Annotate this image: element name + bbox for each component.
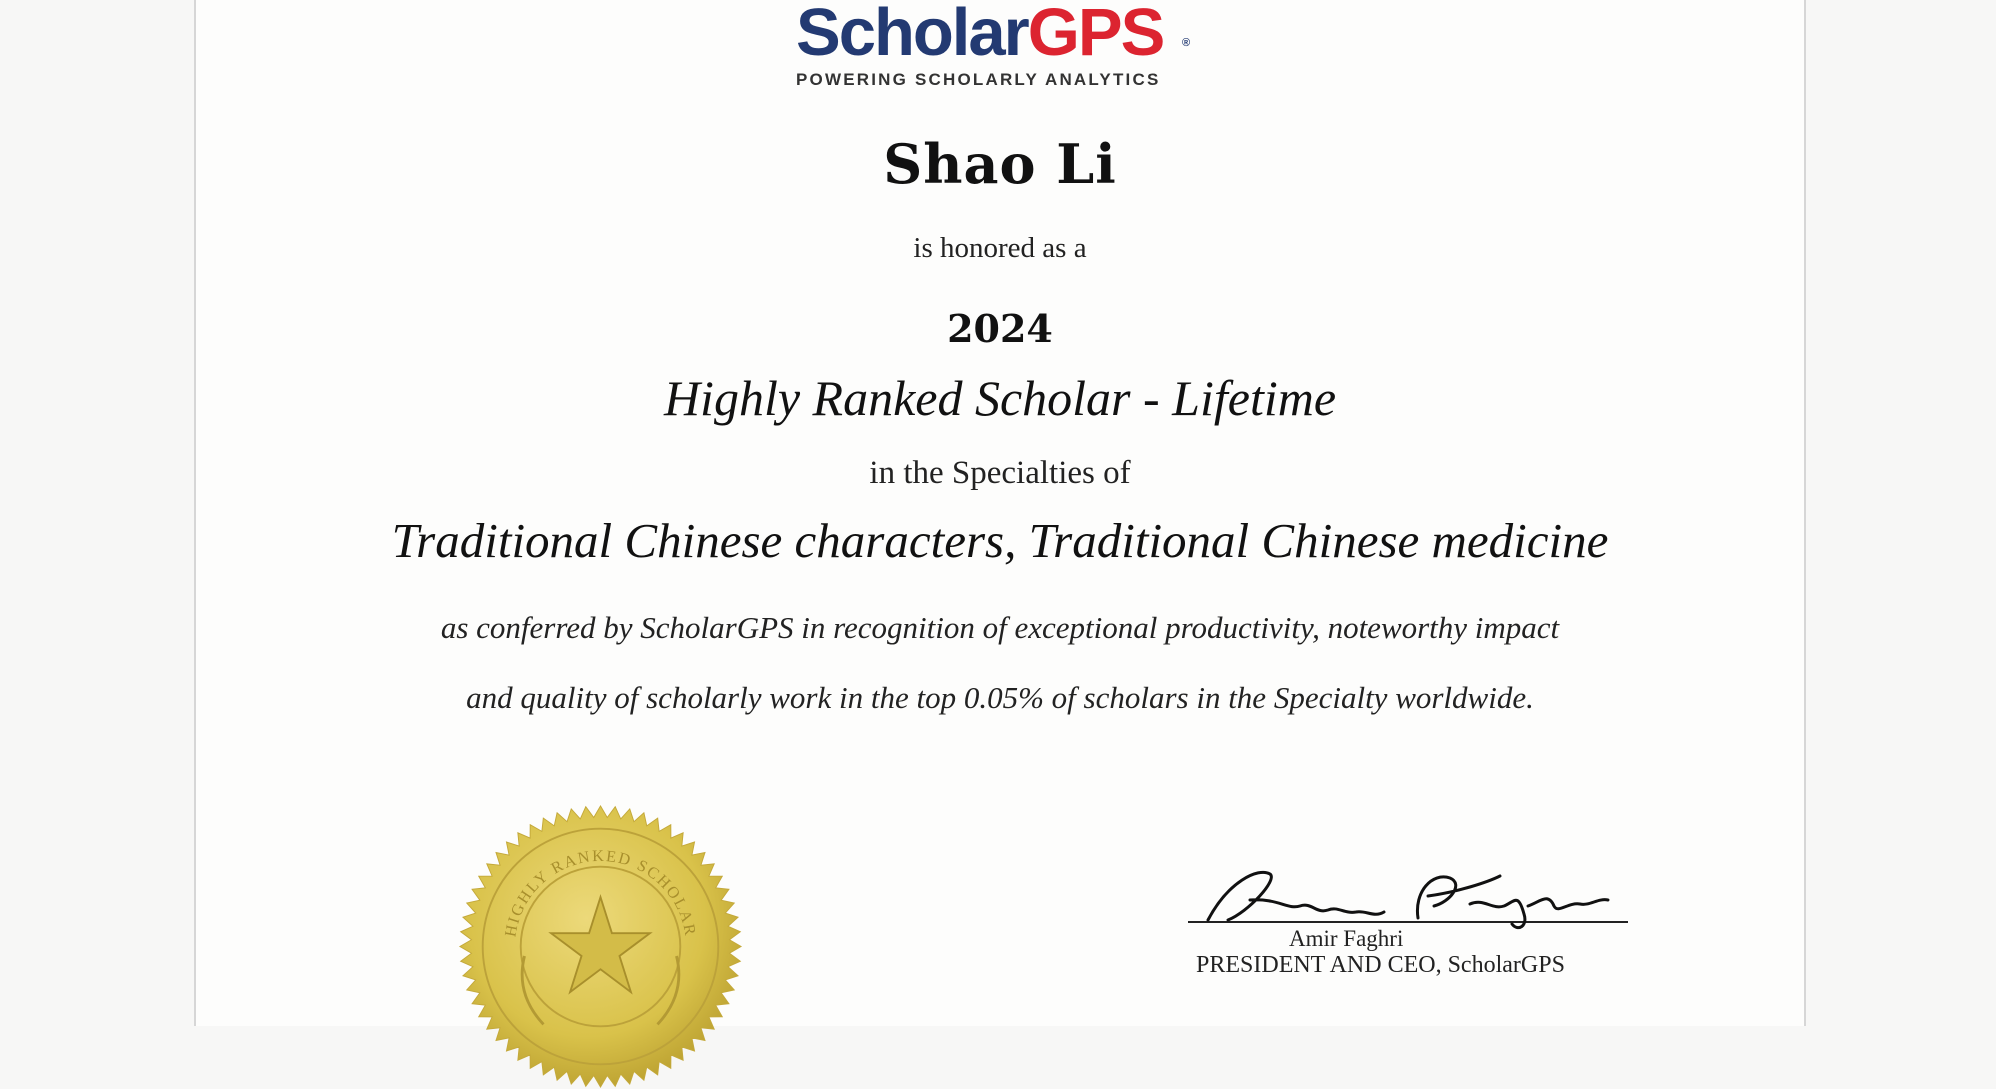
signer-title: PRESIDENT AND CEO, ScholarGPS: [1196, 952, 1565, 978]
specialties-intro: in the Specialties of: [869, 455, 1131, 491]
conferred-text-line-2: and quality of scholarly work in the top 0.05% of scholars in the Specialty worldwide.: [466, 680, 1534, 715]
signature-image: [1188, 862, 1628, 934]
registered-mark: ®: [1182, 37, 1191, 49]
logo-wordmark: [796, 0, 1208, 68]
logo-wordmark-scholar: Scholar: [796, 0, 1028, 70]
recipient-name: Shao Li: [883, 132, 1117, 196]
award-year: 2024: [947, 306, 1053, 351]
honored-text: is honored as a: [913, 232, 1087, 264]
conferred-text-line-1: as conferred by ScholarGPS in recognition of exceptional productivity, noteworthy impact: [440, 610, 1560, 645]
specialties: Traditional Chinese characters, Traditional Chinese medicine: [391, 513, 1609, 568]
signer-name: Amir Faghri: [1289, 926, 1404, 951]
logo-tagline: POWERING SCHOLARLY ANALYTICS: [796, 70, 1161, 89]
certificate: [194, 0, 1806, 1026]
logo-wordmark-gps: GPS: [1027, 0, 1164, 70]
award-title: Highly Ranked Scholar - Lifetime: [663, 370, 1337, 426]
gold-seal-icon: [458, 804, 743, 1089]
seal-text: HIGHLY RANKED SCHOLAR: [502, 847, 699, 939]
